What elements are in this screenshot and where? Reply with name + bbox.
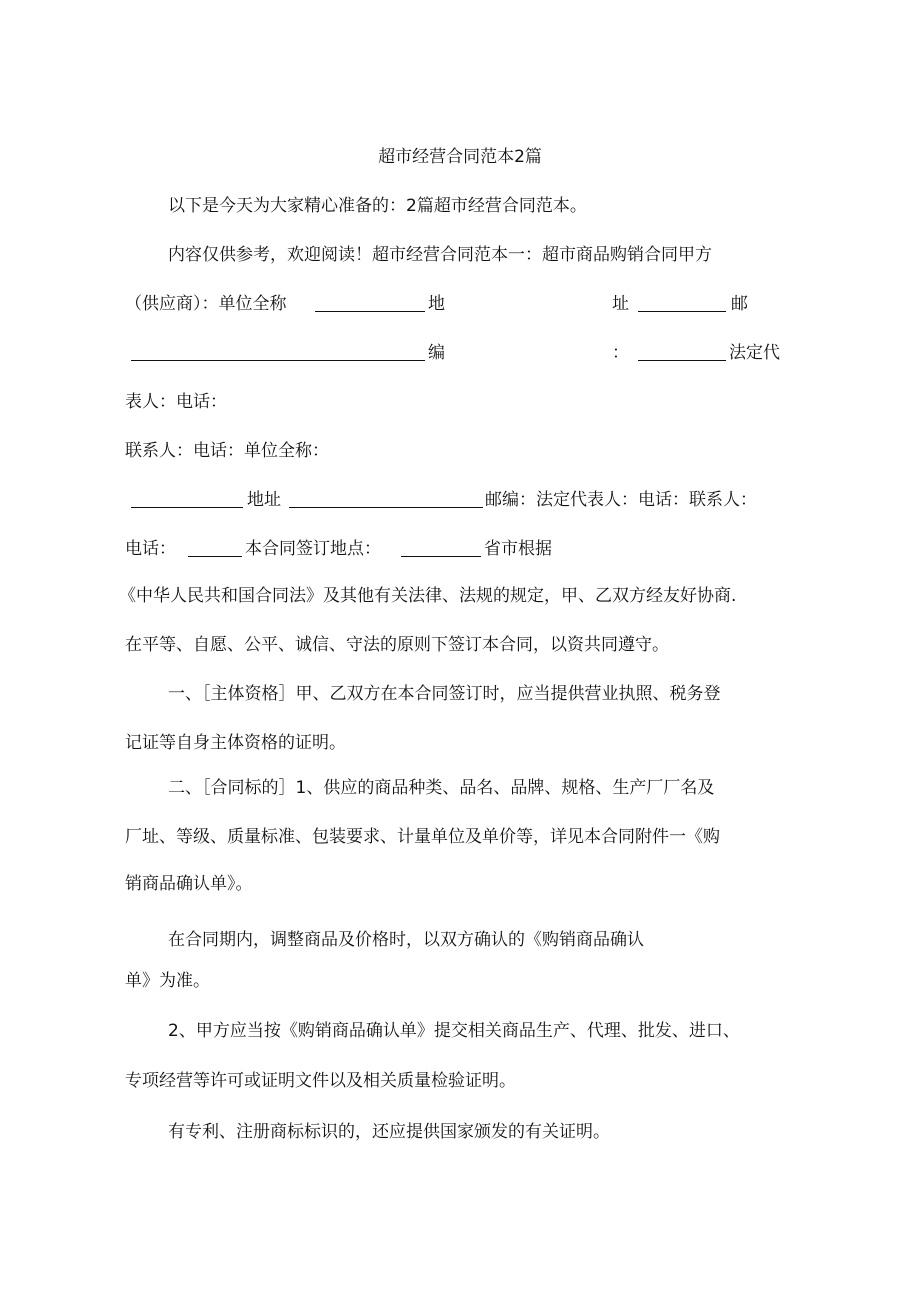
body-line: 编	[428, 343, 445, 363]
fill-blank-long	[131, 342, 425, 361]
clause-line: 一、［主体资格］甲、乙双方在本合同签订时，应当提供营业执照、税务登	[168, 684, 721, 704]
body-line: 地址	[247, 490, 281, 510]
body-line: 法定代	[729, 343, 780, 363]
clause-line: 单》为准。	[125, 971, 210, 991]
clause-line: 专项经营等许可或证明文件以及相关质量检验证明。	[125, 1071, 516, 1091]
fill-blank-name	[315, 293, 425, 312]
body-line: 表人：电话：	[125, 392, 227, 412]
body-line: 《中华人民共和国合同法》及其他有关法律、法规的规定，甲、乙双方经友好协商.	[119, 586, 737, 606]
clause-line: 有专利、注册商标标识的，还应提供国家颁发的有关证明。	[168, 1122, 610, 1142]
body-line: 邮	[731, 294, 748, 314]
body-line: 电话：	[125, 539, 176, 559]
fill-blank-phone	[188, 538, 242, 557]
clause-line: 销商品确认单》。	[125, 874, 253, 894]
body-line: 联系人：电话：单位全称：	[125, 441, 329, 461]
clause-line: 记证等自身主体资格的证明。	[125, 733, 346, 753]
fill-blank-name	[131, 489, 243, 508]
body-line: 地	[428, 294, 445, 314]
document-title: 超市经营合同范本2篇	[378, 147, 542, 167]
body-line: 省市根据	[484, 539, 552, 559]
body-line: 址	[612, 294, 629, 314]
fill-blank-postcode	[638, 342, 726, 361]
body-line: 邮编：法定代表人：电话：联系人：	[485, 490, 757, 510]
clause-line: 二、［合同标的］1、供应的商品种类、品名、品牌、规格、生产厂厂名及	[168, 778, 715, 798]
body-line: 内容仅供参考，欢迎阅读！超市经营合同范本一：超市商品购销合同甲方	[168, 245, 712, 265]
clause-line: 2、甲方应当按《购销商品确认单》提交相关商品生产、代理、批发、进口、	[168, 1021, 740, 1041]
body-line: （供应商）：单位全称	[125, 294, 287, 314]
body-line: 本合同签订地点：	[245, 539, 381, 559]
fill-blank-place	[401, 538, 481, 557]
clause-line: 厂址、等级、质量标准、包装要求、计量单位及单价等，详见本合同附件一《购	[125, 827, 720, 847]
body-line: ：	[612, 343, 629, 363]
body-line: 在平等、自愿、公平、诚信、守法的原则下签订本合同，以资共同遵守。	[125, 635, 669, 655]
fill-blank-address	[289, 489, 483, 508]
clause-line: 在合同期内，调整商品及价格时，以双方确认的《购销商品确认	[168, 930, 644, 950]
fill-blank-address	[638, 293, 726, 312]
intro-line: 以下是今天为大家精心准备的：2篇超市经营合同范本。	[168, 196, 587, 216]
